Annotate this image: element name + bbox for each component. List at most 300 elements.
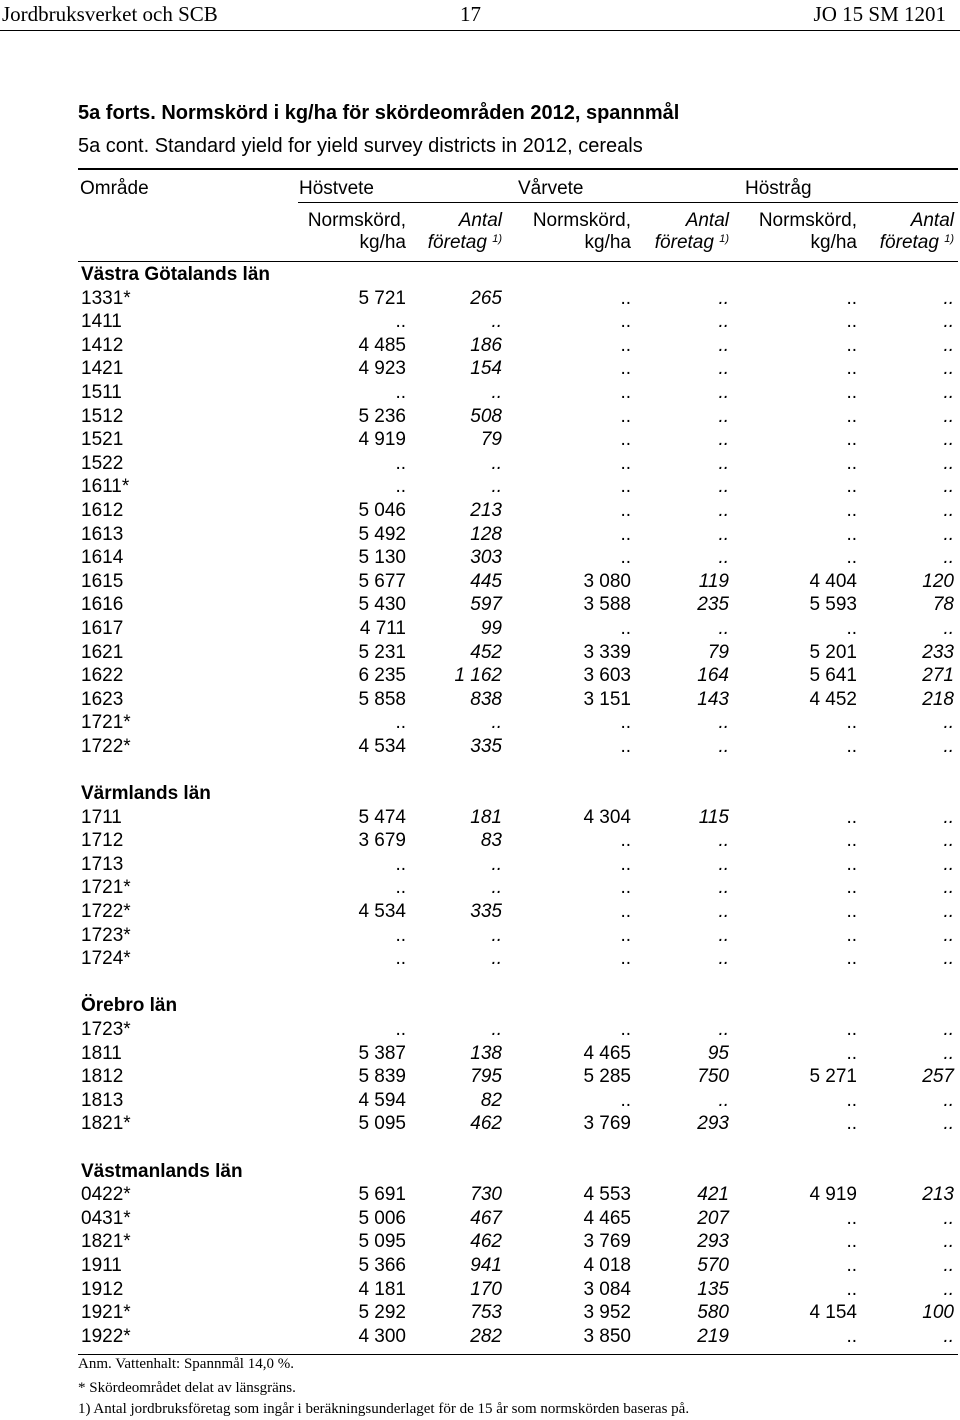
varvete-yield-cell: 3 769 bbox=[583, 1113, 631, 1135]
hostrag-count-cell: .. bbox=[943, 476, 954, 498]
hostrag-yield-cell: .. bbox=[846, 806, 857, 828]
varvete-yield-cell: .. bbox=[620, 429, 631, 451]
hostvete-yield-cell: 5 095 bbox=[358, 1231, 406, 1253]
footnote-marker: 1) bbox=[492, 233, 502, 245]
hostrag-count-cell: .. bbox=[943, 287, 954, 309]
hostvete-count-cell: 154 bbox=[470, 358, 502, 380]
district-code-cell: 1813 bbox=[81, 1089, 124, 1111]
hostrag-count-cell: .. bbox=[943, 334, 954, 356]
table-row bbox=[78, 405, 958, 429]
hostvete-yield-cell: .. bbox=[395, 381, 406, 403]
hostvete-yield-cell: 4 534 bbox=[358, 901, 406, 923]
hostrag-count-cell: .. bbox=[943, 429, 954, 451]
hostvete-count-cell: 335 bbox=[470, 901, 502, 923]
district-code-cell: 1521 bbox=[81, 429, 124, 451]
subheader-yield-line2: kg/ha bbox=[584, 232, 631, 253]
varvete-count-cell: 293 bbox=[697, 1113, 729, 1135]
subheader-count-word: företag bbox=[879, 232, 939, 253]
hostrag-yield-cell: .. bbox=[846, 1042, 857, 1064]
varvete-yield-cell: .. bbox=[620, 476, 631, 498]
hostvete-count-cell: 82 bbox=[480, 1089, 502, 1111]
hostvete-count-cell: 138 bbox=[470, 1042, 502, 1064]
hostvete-count-cell: 1 162 bbox=[454, 665, 502, 687]
district-code-cell: 1711 bbox=[81, 806, 122, 828]
varvete-count-cell: 95 bbox=[707, 1042, 729, 1064]
hostvete-count-cell: .. bbox=[491, 853, 502, 875]
hostrag-count-cell: 100 bbox=[922, 1302, 954, 1324]
varvete-count-cell: .. bbox=[718, 452, 729, 474]
hostrag-count-cell: .. bbox=[943, 735, 954, 757]
hostrag-yield-cell: .. bbox=[846, 452, 857, 474]
district-code-cell: 1911 bbox=[81, 1254, 122, 1276]
table-row bbox=[78, 1089, 958, 1113]
hostvete-yield-cell: 5 858 bbox=[358, 688, 406, 710]
varvete-count-cell: 79 bbox=[707, 641, 729, 663]
hostvete-yield-cell: 4 711 bbox=[359, 617, 406, 639]
hostvete-yield-cell: 5 492 bbox=[358, 523, 406, 545]
district-code-cell: 1612 bbox=[81, 499, 124, 521]
hostrag-yield-cell: .. bbox=[846, 617, 857, 639]
group-underline bbox=[298, 202, 958, 203]
table-row bbox=[78, 641, 958, 665]
varvete-count-cell: .. bbox=[718, 1089, 729, 1111]
varvete-count-cell: 135 bbox=[697, 1278, 729, 1300]
table-title-english: 5a cont. Standard yield for yield survey districts in 2012, cereals bbox=[78, 135, 643, 157]
subheader-count-line2 bbox=[412, 232, 502, 254]
hostvete-count-cell: 753 bbox=[470, 1302, 502, 1324]
table-top-rule bbox=[78, 168, 958, 170]
varvete-yield-cell: .. bbox=[620, 287, 631, 309]
hostrag-count-cell: .. bbox=[943, 523, 954, 545]
district-code-cell: 1616 bbox=[81, 594, 124, 616]
district-code-cell: 1724* bbox=[81, 948, 131, 970]
hostrag-yield-cell: .. bbox=[846, 334, 857, 356]
hostrag-yield-cell: .. bbox=[846, 901, 857, 923]
hostrag-yield-cell: .. bbox=[846, 924, 857, 946]
varvete-yield-cell: 3 080 bbox=[583, 570, 631, 592]
publisher-label: Jordbruksverket och SCB bbox=[2, 2, 218, 26]
varvete-yield-cell: 3 339 bbox=[583, 641, 631, 663]
hostvete-yield-cell: .. bbox=[395, 877, 406, 899]
group-header-varvete: Vårvete bbox=[518, 178, 584, 199]
district-code-cell: 1623 bbox=[81, 688, 124, 710]
hostvete-count-cell: 303 bbox=[470, 547, 502, 569]
district-code-cell: 1411 bbox=[81, 311, 122, 333]
varvete-count-cell: .. bbox=[718, 712, 729, 734]
hostrag-yield-cell: .. bbox=[846, 358, 857, 380]
varvete-yield-cell: .. bbox=[620, 381, 631, 403]
hostvete-yield-cell: 5 474 bbox=[358, 806, 406, 828]
varvete-yield-cell: .. bbox=[620, 452, 631, 474]
varvete-yield-cell: 3 850 bbox=[583, 1325, 631, 1347]
varvete-count-cell: 293 bbox=[697, 1231, 729, 1253]
hostvete-yield-cell: 4 485 bbox=[358, 334, 406, 356]
district-code-cell: 1421 bbox=[81, 358, 124, 380]
section-name: Västmanlands län bbox=[81, 1160, 243, 1182]
hostvete-count-cell: .. bbox=[491, 381, 502, 403]
table-row bbox=[78, 900, 958, 924]
hostvete-count-cell: .. bbox=[491, 1019, 502, 1040]
hostvete-count-cell: .. bbox=[491, 311, 502, 333]
varvete-yield-cell: .. bbox=[620, 830, 631, 852]
varvete-count-cell: .. bbox=[718, 735, 729, 757]
table-row bbox=[78, 1254, 958, 1278]
hostrag-count-cell: .. bbox=[943, 948, 954, 970]
hostvete-count-cell: 170 bbox=[470, 1278, 502, 1300]
hostvete-yield-cell: 5 430 bbox=[358, 594, 406, 616]
district-code-cell: 1722* bbox=[81, 735, 131, 757]
district-code-cell: 1617 bbox=[81, 617, 124, 639]
table-row bbox=[78, 499, 958, 523]
hostvete-count-cell: 282 bbox=[470, 1325, 502, 1347]
table-row bbox=[78, 1018, 958, 1042]
district-code-cell: 1712 bbox=[81, 830, 124, 852]
varvete-count-cell: 164 bbox=[697, 665, 729, 687]
hostvete-yield-cell: .. bbox=[395, 948, 406, 970]
district-code-cell: 1622 bbox=[81, 665, 124, 687]
hostrag-yield-cell: .. bbox=[846, 523, 857, 545]
varvete-yield-cell: 5 285 bbox=[583, 1066, 631, 1088]
hostrag-yield-cell: .. bbox=[846, 948, 857, 970]
hostrag-count-cell: .. bbox=[943, 617, 954, 639]
subheader-count-3 bbox=[864, 210, 954, 254]
table-row bbox=[78, 381, 958, 405]
hostvete-count-cell: 445 bbox=[470, 570, 502, 592]
hostrag-yield-cell: .. bbox=[846, 1278, 857, 1300]
varvete-yield-cell: 3 588 bbox=[583, 594, 631, 616]
varvete-count-cell: .. bbox=[718, 358, 729, 380]
varvete-count-cell: .. bbox=[718, 381, 729, 403]
varvete-count-cell: .. bbox=[718, 405, 729, 427]
district-code-cell: 1821* bbox=[81, 1113, 131, 1135]
varvete-yield-cell: 3 603 bbox=[583, 665, 631, 687]
varvete-yield-cell: .. bbox=[620, 499, 631, 521]
hostvete-yield-cell: 5 721 bbox=[358, 287, 406, 309]
hostrag-yield-cell: .. bbox=[846, 405, 857, 427]
district-code-cell: 1511 bbox=[81, 381, 122, 403]
varvete-yield-cell: .. bbox=[620, 712, 631, 734]
hostrag-count-cell: .. bbox=[943, 1042, 954, 1064]
footnote-marker: 1) bbox=[719, 233, 729, 245]
subheader-count-line1: Antal bbox=[685, 210, 729, 231]
varvete-count-cell: .. bbox=[718, 476, 729, 498]
hostrag-yield-cell: .. bbox=[846, 476, 857, 498]
district-code-cell: 1721* bbox=[81, 877, 131, 899]
subheader-count-word: företag bbox=[654, 232, 714, 253]
hostvete-count-cell: 265 bbox=[470, 287, 502, 309]
district-code-cell: 1921* bbox=[81, 1302, 131, 1324]
varvete-count-cell: .. bbox=[718, 287, 729, 309]
hostrag-yield-cell: .. bbox=[846, 1113, 857, 1135]
hostvete-count-cell: 335 bbox=[470, 735, 502, 757]
table-row bbox=[78, 593, 958, 617]
hostvete-yield-cell: 4 534 bbox=[358, 735, 406, 757]
varvete-yield-cell: .. bbox=[620, 617, 631, 639]
hostrag-count-cell: 218 bbox=[922, 688, 954, 710]
hostrag-count-cell: .. bbox=[943, 1254, 954, 1276]
varvete-yield-cell: .. bbox=[620, 877, 631, 899]
table-row bbox=[78, 924, 958, 948]
subheader-count-2 bbox=[639, 210, 729, 254]
section-heading bbox=[78, 782, 958, 806]
table-row bbox=[78, 1230, 958, 1254]
varvete-count-cell: .. bbox=[718, 830, 729, 852]
table-row bbox=[78, 523, 958, 547]
hostrag-count-cell: .. bbox=[943, 452, 954, 474]
section-spacer bbox=[78, 758, 958, 782]
district-code-cell: 1812 bbox=[81, 1066, 124, 1088]
district-code-cell: 1412 bbox=[81, 334, 124, 356]
district-code-cell: 1821* bbox=[81, 1231, 131, 1253]
page-number: 17 bbox=[460, 2, 481, 26]
table-row bbox=[78, 357, 958, 381]
hostvete-count-cell: .. bbox=[491, 452, 502, 474]
table-row bbox=[78, 1207, 958, 1231]
district-code-cell: 1331* bbox=[81, 287, 131, 309]
hostvete-yield-cell: 4 594 bbox=[358, 1089, 406, 1111]
hostvete-yield-cell: 4 181 bbox=[358, 1278, 406, 1300]
note-asterisk: * Skördeområdet delat av länsgräns. bbox=[78, 1380, 296, 1396]
varvete-yield-cell: 3 952 bbox=[583, 1302, 631, 1324]
subheader-count-word: företag bbox=[427, 232, 487, 253]
varvete-count-cell: .. bbox=[718, 617, 729, 639]
subheader-count-1 bbox=[412, 210, 502, 254]
hostvete-yield-cell: 4 919 bbox=[358, 429, 406, 451]
hostvete-yield-cell: 5 839 bbox=[358, 1066, 406, 1088]
varvete-yield-cell: 4 465 bbox=[583, 1042, 631, 1064]
varvete-count-cell: 570 bbox=[697, 1254, 729, 1276]
hostrag-yield-cell: .. bbox=[846, 712, 857, 734]
table-row bbox=[78, 310, 958, 334]
hostrag-count-cell: .. bbox=[943, 712, 954, 734]
table-row bbox=[78, 287, 958, 311]
hostrag-count-cell: .. bbox=[943, 311, 954, 333]
hostrag-yield-cell: .. bbox=[846, 311, 857, 333]
varvete-count-cell: 235 bbox=[697, 594, 729, 616]
hostvete-count-cell: 128 bbox=[470, 523, 502, 545]
varvete-yield-cell: .. bbox=[620, 1089, 631, 1111]
header-divider bbox=[0, 30, 960, 31]
district-code-cell: 1615 bbox=[81, 570, 124, 592]
hostvete-yield-cell: 6 235 bbox=[358, 665, 406, 687]
hostrag-count-cell: .. bbox=[943, 1231, 954, 1253]
section-spacer bbox=[78, 1136, 958, 1160]
hostrag-count-cell: 271 bbox=[922, 665, 954, 687]
district-code-cell: 0422* bbox=[81, 1184, 131, 1206]
table-row bbox=[78, 1183, 958, 1207]
hostvete-count-cell: 838 bbox=[470, 688, 502, 710]
section-spacer bbox=[78, 971, 958, 995]
hostvete-count-cell: 99 bbox=[480, 617, 502, 639]
hostvete-yield-cell: .. bbox=[395, 311, 406, 333]
varvete-count-cell: 119 bbox=[698, 570, 729, 592]
hostrag-yield-cell: .. bbox=[846, 381, 857, 403]
hostvete-count-cell: 508 bbox=[470, 405, 502, 427]
subheader-yield-line1: Normskörd, bbox=[532, 210, 631, 231]
district-code-cell: 1522 bbox=[81, 452, 124, 474]
hostrag-yield-cell: 5 593 bbox=[809, 594, 857, 616]
hostvete-yield-cell: .. bbox=[395, 712, 406, 734]
hostvete-yield-cell: .. bbox=[395, 452, 406, 474]
district-code-cell: 1614 bbox=[81, 547, 124, 569]
hostrag-count-cell: .. bbox=[943, 405, 954, 427]
section-name: Västra Götalands län bbox=[81, 264, 271, 285]
subheader-count-line2 bbox=[639, 232, 729, 254]
group-header-hostrag: Höstråg bbox=[745, 178, 812, 199]
district-code-cell: 1811 bbox=[81, 1042, 122, 1064]
hostrag-yield-cell: .. bbox=[846, 429, 857, 451]
varvete-count-cell: .. bbox=[718, 523, 729, 545]
varvete-count-cell: .. bbox=[718, 547, 729, 569]
varvete-yield-cell: .. bbox=[620, 901, 631, 923]
varvete-yield-cell: .. bbox=[620, 334, 631, 356]
table-row bbox=[78, 617, 958, 641]
district-code-cell: 1611* bbox=[81, 476, 130, 498]
section-name: Värmlands län bbox=[81, 783, 211, 805]
varvete-count-cell: .. bbox=[718, 901, 729, 923]
hostvete-yield-cell: .. bbox=[395, 476, 406, 498]
district-code-cell: 1922* bbox=[81, 1325, 131, 1347]
varvete-yield-cell: .. bbox=[620, 948, 631, 970]
varvete-yield-cell: .. bbox=[620, 547, 631, 569]
hostrag-count-cell: 257 bbox=[922, 1066, 954, 1088]
table-row bbox=[78, 806, 958, 830]
hostrag-count-cell: .. bbox=[943, 830, 954, 852]
varvete-count-cell: 750 bbox=[697, 1066, 729, 1088]
hostvete-count-cell: 213 bbox=[470, 499, 502, 521]
hostrag-yield-cell: 4 919 bbox=[809, 1184, 857, 1206]
varvete-yield-cell: .. bbox=[620, 405, 631, 427]
hostrag-yield-cell: .. bbox=[846, 830, 857, 852]
hostrag-count-cell: .. bbox=[943, 1325, 954, 1347]
page-header bbox=[0, 0, 960, 30]
varvete-yield-cell: 4 553 bbox=[583, 1184, 631, 1206]
hostvete-yield-cell: 5 046 bbox=[358, 499, 406, 521]
hostrag-count-cell: .. bbox=[943, 1089, 954, 1111]
varvete-count-cell: 580 bbox=[697, 1302, 729, 1324]
hostvete-yield-cell: 3 679 bbox=[358, 830, 406, 852]
hostvete-yield-cell: 5 006 bbox=[358, 1207, 406, 1229]
hostrag-yield-cell: .. bbox=[846, 1325, 857, 1347]
varvete-yield-cell: 4 465 bbox=[583, 1207, 631, 1229]
district-code-cell: 1912 bbox=[81, 1278, 124, 1300]
varvete-yield-cell: .. bbox=[620, 311, 631, 333]
hostrag-count-cell: 233 bbox=[922, 641, 954, 663]
varvete-yield-cell: 3 151 bbox=[583, 688, 631, 710]
footnote-marker: 1) bbox=[944, 233, 954, 245]
hostvete-yield-cell: 5 366 bbox=[358, 1254, 406, 1276]
hostrag-count-cell: .. bbox=[943, 806, 954, 828]
group-header-hostvete: Höstvete bbox=[299, 178, 374, 199]
hostvete-count-cell: .. bbox=[491, 476, 502, 498]
hostrag-count-cell: .. bbox=[943, 381, 954, 403]
varvete-count-cell: .. bbox=[718, 948, 729, 970]
subheader-yield-line1: Normskörd, bbox=[758, 210, 857, 231]
hostvete-count-cell: .. bbox=[491, 924, 502, 946]
hostrag-count-cell: .. bbox=[943, 358, 954, 380]
hostrag-count-cell: .. bbox=[943, 877, 954, 899]
hostvete-count-cell: 462 bbox=[470, 1231, 502, 1253]
hostrag-count-cell: .. bbox=[943, 1019, 954, 1040]
hostvete-yield-cell: 4 300 bbox=[358, 1325, 406, 1347]
hostvete-yield-cell: .. bbox=[395, 853, 406, 875]
varvete-count-cell: .. bbox=[718, 499, 729, 521]
district-code-cell: 1722* bbox=[81, 901, 131, 923]
hostrag-yield-cell: .. bbox=[846, 287, 857, 309]
hostrag-yield-cell: .. bbox=[846, 499, 857, 521]
hostvete-yield-cell: 4 923 bbox=[358, 358, 406, 380]
table-row bbox=[78, 570, 958, 594]
hostrag-yield-cell: .. bbox=[846, 735, 857, 757]
hostvete-yield-cell: .. bbox=[395, 924, 406, 946]
hostvete-count-cell: 79 bbox=[480, 429, 502, 451]
table-row bbox=[78, 452, 958, 476]
table-row bbox=[78, 1278, 958, 1302]
hostvete-count-cell: 795 bbox=[470, 1066, 502, 1088]
hostrag-count-cell: .. bbox=[943, 1113, 954, 1135]
district-code-cell: 1621 bbox=[81, 641, 124, 663]
subheader-yield-line1: Normskörd, bbox=[307, 210, 406, 231]
hostrag-count-cell: 78 bbox=[932, 594, 954, 616]
varvete-count-cell: 115 bbox=[698, 806, 729, 828]
section-heading bbox=[78, 1160, 958, 1184]
table-row bbox=[78, 334, 958, 358]
district-code-cell: 1713 bbox=[81, 853, 124, 875]
section-name: Örebro län bbox=[81, 995, 178, 1017]
varvete-count-cell: 421 bbox=[697, 1184, 729, 1206]
hostvete-count-cell: 452 bbox=[470, 641, 502, 663]
varvete-yield-cell: .. bbox=[620, 853, 631, 875]
subheader-yield-2 bbox=[511, 210, 631, 254]
hostrag-count-cell: .. bbox=[943, 1278, 954, 1300]
table-row bbox=[78, 853, 958, 877]
hostvete-count-cell: 181 bbox=[470, 806, 502, 828]
table-row bbox=[78, 1301, 958, 1325]
subheader-count-line2 bbox=[864, 232, 954, 254]
district-code-cell: 0431* bbox=[81, 1207, 131, 1229]
hostvete-count-cell: .. bbox=[491, 712, 502, 734]
hostrag-yield-cell: 5 641 bbox=[809, 665, 857, 687]
table-row bbox=[78, 664, 958, 688]
subheader-yield-1 bbox=[286, 210, 406, 254]
table-row bbox=[78, 546, 958, 570]
varvete-count-cell: .. bbox=[718, 311, 729, 333]
hostrag-yield-cell: 5 271 bbox=[809, 1066, 857, 1088]
hostvete-count-cell: 467 bbox=[470, 1207, 502, 1229]
subheader-yield-line2: kg/ha bbox=[359, 232, 406, 253]
district-code-cell: 1723* bbox=[81, 1019, 131, 1040]
hostvete-count-cell: 730 bbox=[470, 1184, 502, 1206]
varvete-count-cell: .. bbox=[718, 1019, 729, 1040]
varvete-count-cell: .. bbox=[718, 429, 729, 451]
hostrag-yield-cell: .. bbox=[846, 1207, 857, 1229]
hostvete-count-cell: 462 bbox=[470, 1113, 502, 1135]
table-row bbox=[78, 1325, 958, 1349]
section-heading bbox=[78, 994, 958, 1018]
hostrag-count-cell: .. bbox=[943, 924, 954, 946]
hostrag-count-cell: 213 bbox=[922, 1184, 954, 1206]
hostrag-count-cell: .. bbox=[943, 853, 954, 875]
hostvete-count-cell: 83 bbox=[480, 830, 502, 852]
hostrag-count-cell: .. bbox=[943, 901, 954, 923]
district-code-cell: 1721* bbox=[81, 712, 131, 734]
varvete-count-cell: 207 bbox=[697, 1207, 729, 1229]
subheader-count-line1: Antal bbox=[910, 210, 954, 231]
hostvete-yield-cell: 5 095 bbox=[358, 1113, 406, 1135]
hostvete-count-cell: 597 bbox=[470, 594, 502, 616]
hostrag-count-cell: .. bbox=[943, 1207, 954, 1229]
hostrag-yield-cell: 4 452 bbox=[809, 688, 857, 710]
